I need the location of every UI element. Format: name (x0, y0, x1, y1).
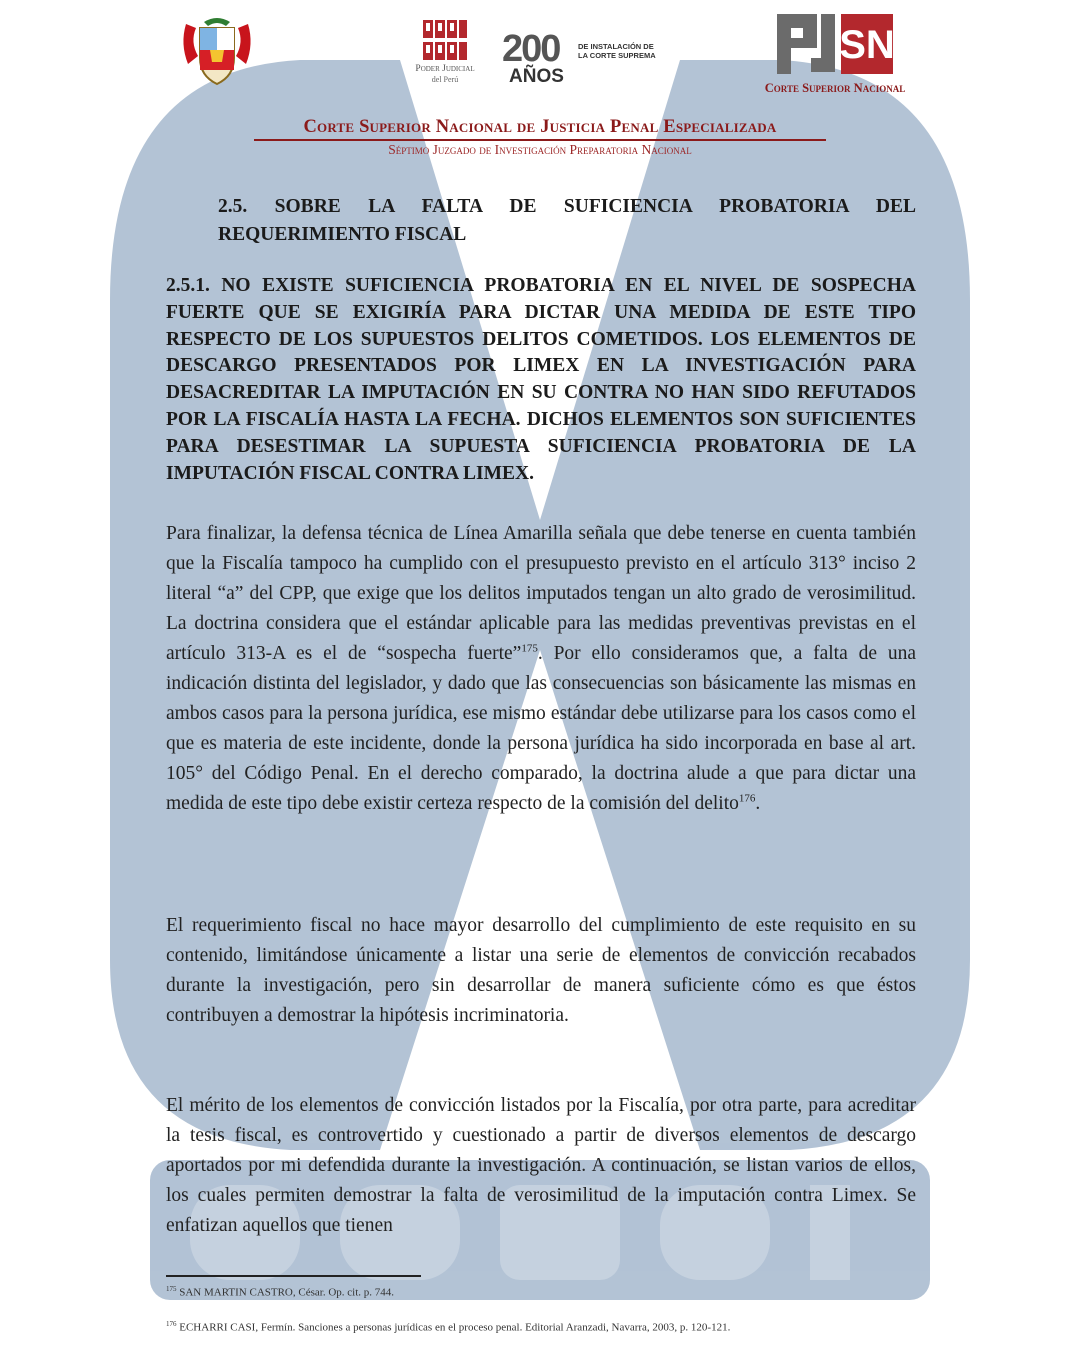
poder-judicial-logo (395, 18, 495, 102)
anniversary-caption: DE INSTALACIÓN DE LA CORTE SUPREMA (578, 42, 656, 60)
peru-coat-of-arms-logo (178, 14, 256, 92)
footnote-separator (166, 1275, 421, 1277)
footnote-text: ECHARRI CASI, Fermín. Sanciones a personas jurídicas en el proceso penal. Editorial Aranzadi, Navarra, 2003, p. 120-121. (176, 1321, 731, 1334)
paragraph-text: Para finalizar, la defensa técnica de Línea Amarilla señala que debe tenerse en cuenta también que la Fiscalía tampoco ha cumplido con el presupuesto previsto en el artículo 313° inciso 2 literal “a” del CPP, que exige que los delitos imputados tengan un alto grado de verosimilitud. La doctrina considera que el estándar aplicable para las medidas preventivas previstas en el artículo 313-A es el de “sospecha fuerte” (166, 523, 916, 664)
pj-name: Poder Judicial (415, 64, 475, 74)
anniversary-badge (500, 28, 660, 92)
footnote-ref-175[interactable]: 175 (521, 642, 538, 655)
footnote-175 (166, 1285, 394, 1299)
cspn-name: Corte Superior Nacional (764, 81, 906, 95)
court-title-underline (254, 139, 826, 141)
footnote-176 (166, 1320, 730, 1334)
footnote-text: SAN MARTIN CASTRO, César. Op. cit. p. 744. (176, 1286, 395, 1299)
svg-text:SN: SN (839, 23, 895, 67)
anniversary-years: AÑOS (509, 66, 564, 87)
subsection-heading: 2.5.1. NO EXISTE SUFICIENCIA PROBATORIA EN EL NIVEL DE SOSPECHA FUERTE QUE SE EXIGIRÍA PARA DICTAR UNA MEDIDA DE ESTE TIPO RESPECTO DE LOS SUPUESTOS DELITOS COMETIDOS. LOS ELEMENTOS DE DESCARGO PRESENTADOS POR LIMEX EN LA INVESTIGACIÓN PARA DESACREDITAR LA IMPUTACIÓN EN SU CONTRA NO HAN SIDO REFUTADOS POR LA FISCALÍA HASTA LA FECHA. DICHOS ELEMENTOS SON SUFICIENTES PARA DESESTIMAR LA SUPUESTA SUFICIENCIA PROBATORIA DE LA IMPUTACIÓN FISCAL CONTRA LIMEX. (166, 275, 916, 484)
body-paragraph-3: El mérito de los elementos de convicción listados por la Fiscalía, por otra parte, para acreditar la tesis fiscal, es controvertido y cuestionado a partir de diversos elementos de descargo aportados por mi defendida durante la investigación. A continuación, se listan varios de ellos, los cuales permiten demostrar la falta de verosimilitud de la imputación contra Limex. Se enfatizan aquellos que tienen (166, 1095, 916, 1236)
court-subtitle: Séptimo Juzgado de Investigación Preparatoria Nacional (388, 142, 692, 157)
section-heading: 2.5. SOBRE LA FALTA DE SUFICIENCIA PROBATORIA DEL REQUERIMIENTO FISCAL (218, 196, 916, 245)
anniversary-number: 200 (502, 28, 560, 70)
body-paragraph-2: El requerimiento fiscal no hace mayor desarrollo del cumplimiento de este requisito en su contenido, limitándose únicamente a listar una serie de elementos de convicción recabados durante la investigación, pero sin desarrollar de manera suficiente cómo es que éstos contribuyen a demostrar la hipótesis incriminatoria. (166, 915, 916, 1026)
pj-subtitle: del Perú (431, 75, 459, 84)
pjsn-emblem-icon (773, 12, 897, 76)
pj-emblem-icon (421, 18, 469, 62)
body-paragraph-1 (166, 519, 916, 819)
footnote-number: 176 (166, 1320, 177, 1328)
footnote-number: 175 (166, 1285, 177, 1293)
paragraph-text: . Por ello consideramos que, a falta de una indicación distinta del legislador, y dado que las consecuencias son básicamente las mismas en ambos casos para la persona jurídica, ese mismo estándar debe utilizarse para los casos como el que es materia de este incidente, donde la persona jurídica ha sido incorporada en base al art. 105° del Código Penal. En el derecho comparado, la doctrina alude a que para dictar una medida de este tipo debe existir certeza respecto de la comisión del delito (166, 643, 917, 814)
court-title: Corte Superior Nacional de Justicia Penal Especializada (303, 117, 777, 137)
paragraph-text: . (755, 793, 761, 814)
footnote-ref-176[interactable]: 176 (738, 792, 756, 805)
corte-superior-nacional-logo (750, 12, 920, 108)
